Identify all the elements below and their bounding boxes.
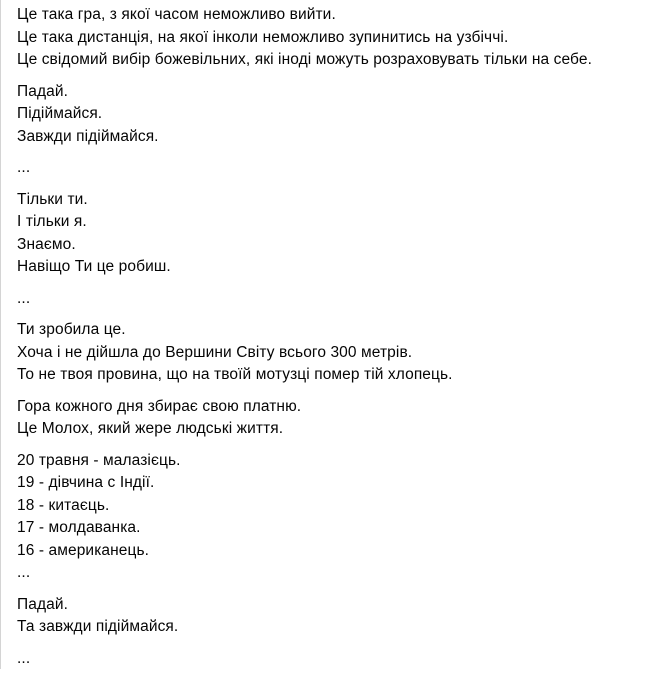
- post-text-line: І тільки я.: [17, 213, 87, 230]
- post-text-line: Навіщо Ти це робиш.: [17, 258, 171, 275]
- post-paragraph: [17, 319, 652, 387]
- post-text-line: Завжди підіймайся.: [17, 127, 159, 145]
- post-text-line: Падай.: [17, 595, 68, 613]
- post-text-line: ...: [17, 649, 31, 667]
- post-paragraph: [17, 157, 652, 180]
- post-paragraph: [17, 396, 652, 441]
- post-paragraph: [17, 648, 652, 671]
- post-paragraph: [17, 81, 652, 149]
- post-text-line: 19 - дівчина с Індії.: [17, 474, 155, 491]
- post-paragraph: [17, 288, 652, 311]
- post-text-line: Хоча і не дійшла до Вершини Світу всього 300 метрів.: [17, 343, 413, 361]
- post-text-line: 17 - молдаванка.: [17, 519, 141, 536]
- post-text-line: Підіймайся.: [17, 105, 103, 122]
- post-left-border: [0, 0, 1, 669]
- post-text-line: ...: [17, 564, 31, 581]
- post-text-line: Падай.: [17, 82, 68, 100]
- post-paragraph: [17, 450, 652, 585]
- post-text-line: Тільки ти.: [17, 190, 88, 208]
- post-text-line: ...: [17, 289, 31, 307]
- post-text-line: 20 травня - малазієць.: [17, 451, 181, 469]
- post-text-line: Це така дистанція, на якої інколи неможливо зупинитись на узбіччі.: [17, 28, 509, 46]
- post-text-line: Це свідомий вибір божевільних, які іноді можуть розраховувать тільки на себе.: [17, 51, 592, 68]
- post-text-line: Це Молох, який жере людські життя.: [17, 420, 284, 437]
- post-text-line: Та завжди підіймайся.: [17, 618, 179, 635]
- post-paragraph: [17, 4, 652, 72]
- post-text-line: Ти зробила це.: [17, 321, 126, 338]
- post-text-line: Знаємо.: [17, 235, 76, 253]
- post-paragraph: [17, 594, 652, 639]
- post-text-line: То не твоя провина, що на твоїй мотузці помер тій хлопець.: [17, 366, 453, 383]
- post-text-line: Гора кожного дня збирає свою платню.: [17, 397, 302, 415]
- post-text-line: ...: [17, 159, 31, 176]
- post-body: [17, 4, 652, 679]
- post-paragraph: [17, 189, 652, 279]
- post-text-line: 18 - китаєць.: [17, 496, 110, 514]
- post-text-line: Це така гра, з якої часом неможливо вийти.: [17, 6, 336, 23]
- post-text-line: 16 - американець.: [17, 541, 150, 559]
